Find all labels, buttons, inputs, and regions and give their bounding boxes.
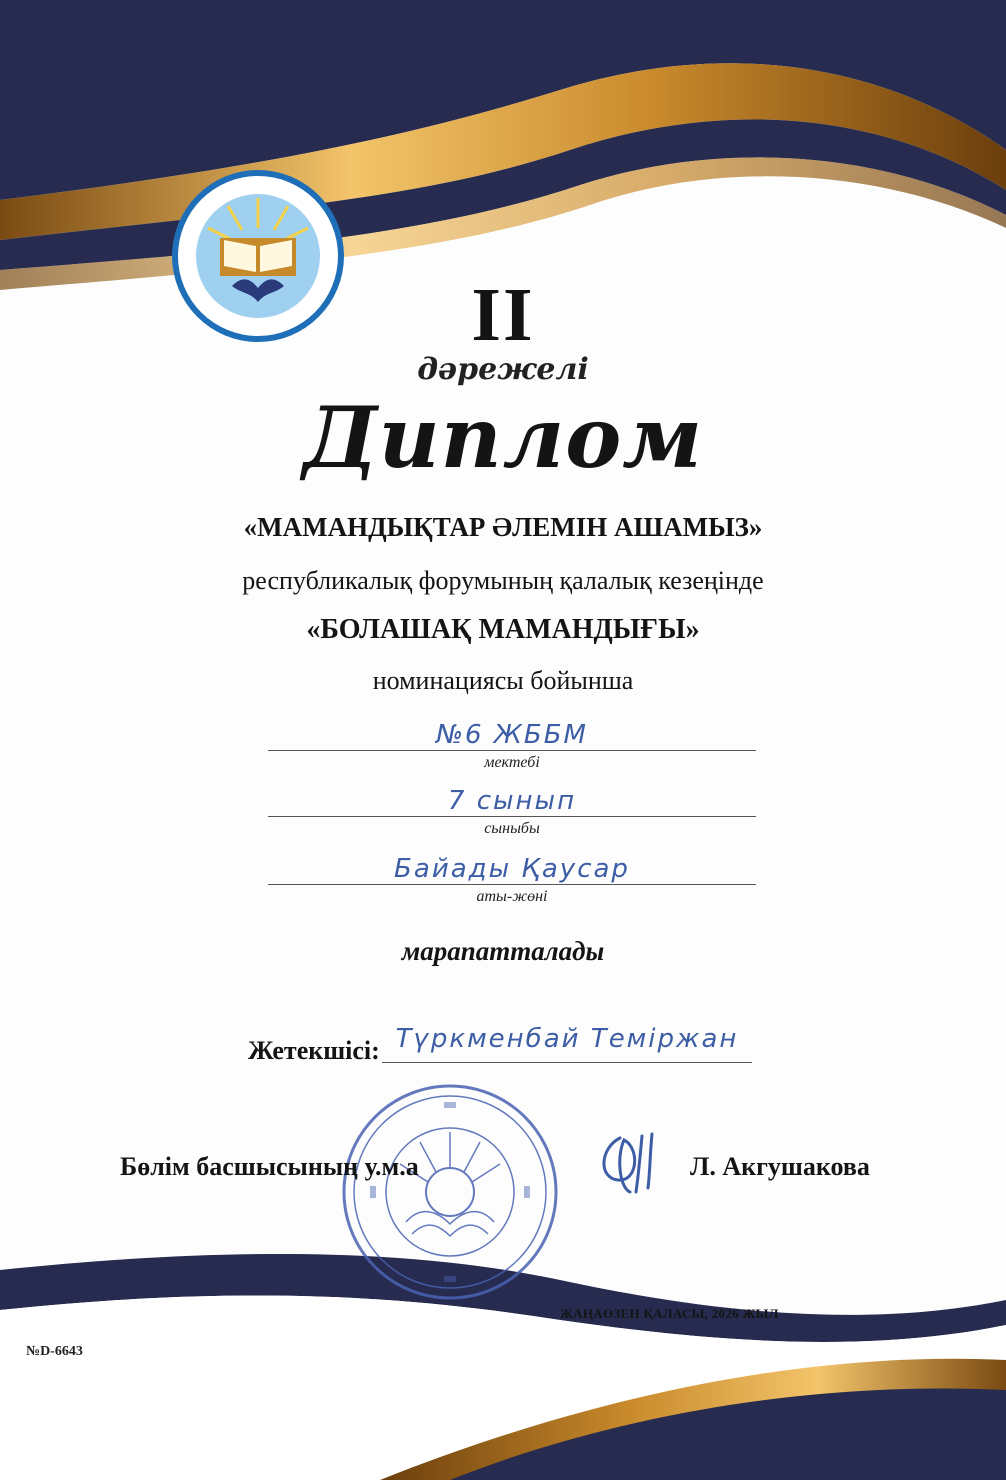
department-head-name: Л. Акгушакова: [690, 1152, 870, 1181]
school-underline: [268, 750, 756, 751]
forum-name: «МАМАНДЫҚТАР ӘЛЕМІН АШАМЫЗ»: [243, 512, 763, 542]
forum-description: республикалық форумының қалалық кезеңінде: [242, 566, 764, 595]
class-caption: сыныбы: [484, 820, 540, 837]
leader-name: Түркменбай Теміржан: [395, 1024, 739, 1054]
school-caption: мектебі: [484, 754, 540, 771]
leader-underline: [382, 1062, 752, 1063]
nomination-name: «БОЛАШАҚ МАМАНДЫҒЫ»: [306, 614, 700, 645]
name-underline: [268, 884, 756, 885]
name-caption: аты-жөні: [476, 888, 548, 905]
school-value: №6 ЖББМ: [436, 720, 588, 750]
document-number: №D-6643: [26, 1344, 83, 1359]
nomination-description: номинациясы бойынша: [372, 666, 634, 695]
degree-number: II: [471, 273, 535, 357]
student-name-value: Байады Қаусар: [394, 854, 630, 884]
diploma-title: Диплом: [302, 388, 704, 487]
leader-label: Жетекшісі:: [248, 1036, 380, 1065]
class-value: 7 сынып: [447, 786, 577, 816]
awarded-text: марапатталады: [401, 936, 605, 966]
city-year: ЖАҢАӨЗЕН ҚАЛАСЫ, 2026 ЖЫЛ: [560, 1306, 779, 1321]
handwritten-signature: [590, 1118, 700, 1198]
official-stamp-seal: [340, 1082, 560, 1302]
degree-word: дәрежелі: [417, 352, 589, 387]
department-head-title: Бөлім басшысының у.м.а: [120, 1152, 419, 1181]
class-underline: [268, 816, 756, 817]
